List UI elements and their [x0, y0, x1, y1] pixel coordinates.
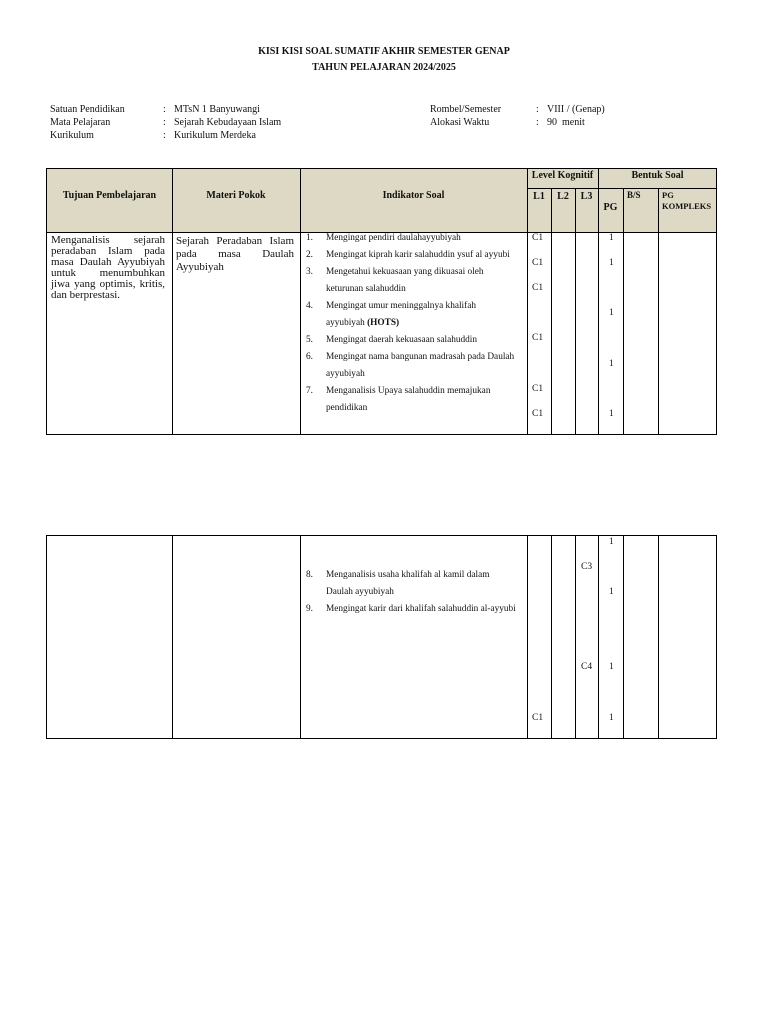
column-divider	[575, 188, 576, 434]
info-value-alokasi: 90 menit	[547, 117, 585, 128]
header-pg-kompleks-line1: PG	[662, 190, 674, 200]
pg-mark: 1	[609, 662, 614, 672]
level-l1-mark: C1	[532, 333, 544, 343]
header-bentuk-soal: Bentuk Soal	[631, 170, 684, 181]
pg-mark: 1	[609, 359, 614, 369]
header-bs: B/S	[627, 190, 641, 200]
column-divider	[575, 536, 576, 738]
level-l1-mark: C1	[532, 713, 544, 723]
column-divider	[623, 536, 624, 738]
pg-mark: 1	[609, 308, 614, 318]
info-value-rombel: VIII / (Genap)	[547, 104, 605, 115]
header-pg: PG	[603, 202, 618, 213]
level-l1-mark: C1	[532, 233, 544, 243]
column-divider	[172, 536, 173, 738]
document-title: KISI KISI SOAL SUMATIF AKHIR SEMESTER GENAP	[258, 46, 510, 57]
kisi-table-1	[46, 168, 717, 435]
level-l3-mark: C3	[581, 562, 593, 572]
info-value-kurikulum: Kurikulum Merdeka	[174, 130, 256, 141]
column-divider	[172, 169, 173, 434]
info-label-alokasi: Alokasi Waktu	[430, 117, 490, 128]
pg-mark: 1	[609, 587, 614, 597]
level-l1-mark: C1	[532, 384, 544, 394]
header-materi: Materi Pokok	[206, 190, 266, 201]
materi-pokok-text: Sejarah Peradaban Islam pada masa Daulah Ayyubiyah	[176, 235, 294, 273]
info-value-mapel: Sejarah Kebudayaan Islam	[174, 117, 282, 128]
level-l1-mark: C1	[532, 283, 544, 293]
hots-tag: (HOTS)	[367, 318, 400, 328]
level-l1-mark: C1	[532, 258, 544, 268]
indikator-item: 2. Mengingat kiprah karir salahuddin ysuf al ayyubi	[306, 250, 510, 260]
info-sep: :	[163, 130, 166, 141]
indikator-item: 1. Mengingat pendiri daulahayyubiyah	[306, 233, 461, 243]
column-divider	[300, 536, 301, 738]
info-sep: :	[163, 117, 166, 128]
info-value-satuan: MTsN 1 Banyuwangi	[174, 104, 260, 115]
header-level-kognitif: Level Kognitif	[531, 170, 594, 181]
indikator-list	[306, 567, 526, 618]
header-l3: L3	[580, 191, 593, 202]
header-l2: L2	[557, 191, 569, 202]
info-sep: :	[163, 104, 166, 115]
indikator-list	[306, 230, 526, 417]
column-divider	[551, 536, 552, 738]
header-pg-kompleks-line2: KOMPLEKS	[662, 201, 712, 211]
pg-mark: 1	[609, 409, 614, 419]
column-divider	[658, 188, 659, 434]
header-tujuan: Tujuan Pembelajaran	[62, 190, 157, 201]
indikator-item: 3. Mengetahui kekuasaan yang dikuasai oleh keturunan salahuddin	[306, 267, 484, 294]
indikator-item: 6. Mengingat nama bangunan madrasah pada Daulah ayyubiyah	[306, 352, 515, 379]
kisi-table-2	[46, 535, 717, 739]
pg-mark: 1	[609, 258, 614, 268]
level-l1-mark: C1	[532, 409, 544, 419]
info-sep: :	[536, 117, 539, 128]
pg-mark: 1	[609, 537, 614, 547]
column-divider	[300, 169, 301, 434]
header-l1: L1	[533, 191, 545, 202]
header-divider	[527, 188, 717, 189]
column-divider	[623, 188, 624, 434]
info-label-satuan: Satuan Pendidikan	[50, 104, 125, 115]
pg-mark: 1	[609, 233, 614, 243]
indikator-item: 5. Mengingat daerah kekuasaan salahuddin	[306, 335, 478, 345]
info-label-kurikulum: Kurikulum	[50, 130, 94, 141]
indikator-item: 7. Menganalisis Upaya salahuddin memajukan pendidikan	[306, 386, 491, 413]
column-divider	[551, 188, 552, 434]
level-l3-mark: C4	[581, 662, 593, 672]
column-divider	[598, 536, 599, 738]
pg-mark: 1	[609, 713, 614, 723]
header-indikator: Indikator Soal	[382, 190, 445, 201]
column-divider	[658, 536, 659, 738]
indikator-item: 8. Menganalisis usaha khalifah al kamil dalam Daulah ayyubiyah	[306, 570, 490, 597]
info-sep: :	[536, 104, 539, 115]
tujuan-pembelajaran-text: Menganalisis sejarah peradaban Islam pada masa Daulah Ayyubiyah untuk menumbuhkan jiwa yang optimis, kritis, dan berprestasi.	[51, 234, 165, 301]
info-label-mapel: Mata Pelajaran	[50, 117, 111, 128]
indikator-item: 4. Mengingat umur meninggalnya khalifah ayyubiyah (HOTS)	[306, 301, 477, 328]
indikator-item: 9. Mengingat karir dari khalifah salahuddin al-ayyubi	[306, 604, 516, 614]
info-label-rombel: Rombel/Semester	[430, 104, 502, 115]
document-subtitle: TAHUN PELAJARAN 2024/2025	[312, 62, 456, 73]
